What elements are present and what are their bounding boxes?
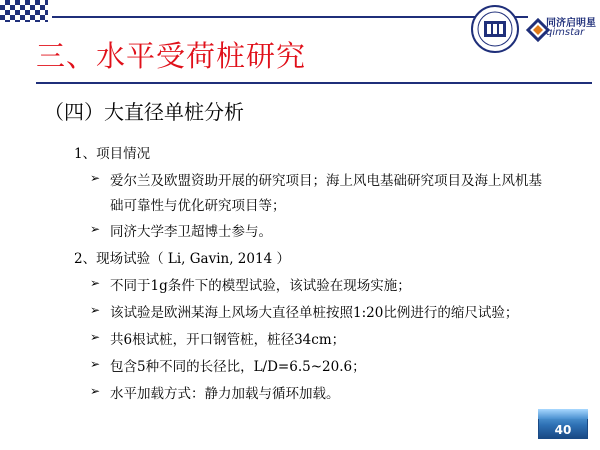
slide-title: 三、水平受荷桩研究 xyxy=(36,39,307,73)
bullet-text: 水平加载方式：静力加载与循环加载。 xyxy=(110,386,340,402)
bullet-text-continuation: 础可靠性与优化研究项目等； xyxy=(110,198,286,214)
page-badge-highlight xyxy=(538,409,588,419)
bullet-text: 包含5种不同的长径比，L/D=6.5~20.6； xyxy=(110,359,366,375)
page-number: 40 xyxy=(554,423,572,437)
bullet-text: 共6根试桩，开口钢管桩，桩径34cm； xyxy=(110,332,346,348)
bullet-arrow-icon: ➢ xyxy=(90,171,101,185)
top-divider xyxy=(52,16,528,18)
bullet-text: 该试验是欧洲某海上风场大直径单桩按照1:20比例进行的缩尺试验； xyxy=(110,305,519,321)
bullet-arrow-icon: ➢ xyxy=(90,357,101,371)
bullet-arrow-icon: ➢ xyxy=(90,276,101,290)
brand-latin-name: qimstar xyxy=(546,27,585,38)
title-underline xyxy=(36,82,592,84)
bullet-text: 同济大学李卫超博士参与。 xyxy=(110,224,272,240)
section-subtitle: （四）大直径单桩分析 xyxy=(44,100,244,124)
brand-name: 同济启明星 xyxy=(546,18,596,29)
section-heading: 1、项目情况 xyxy=(74,146,151,162)
bullet-arrow-icon: ➢ xyxy=(90,330,101,344)
bullet-arrow-icon: ➢ xyxy=(90,222,101,236)
university-seal-logo xyxy=(470,4,520,54)
section-heading: 2、现场试验（ Li, Gavin, 2014 ） xyxy=(74,251,290,267)
bullet-arrow-icon: ➢ xyxy=(90,384,101,398)
bullet-arrow-icon: ➢ xyxy=(90,303,101,317)
checker-decoration xyxy=(0,0,48,22)
bullet-text: 爱尔兰及欧盟资助开展的研究项目；海上风电基础研究项目及海上风机基 xyxy=(110,173,542,189)
bullet-text: 不同于1g条件下的模型试验，该试验在现场实施； xyxy=(110,278,411,294)
